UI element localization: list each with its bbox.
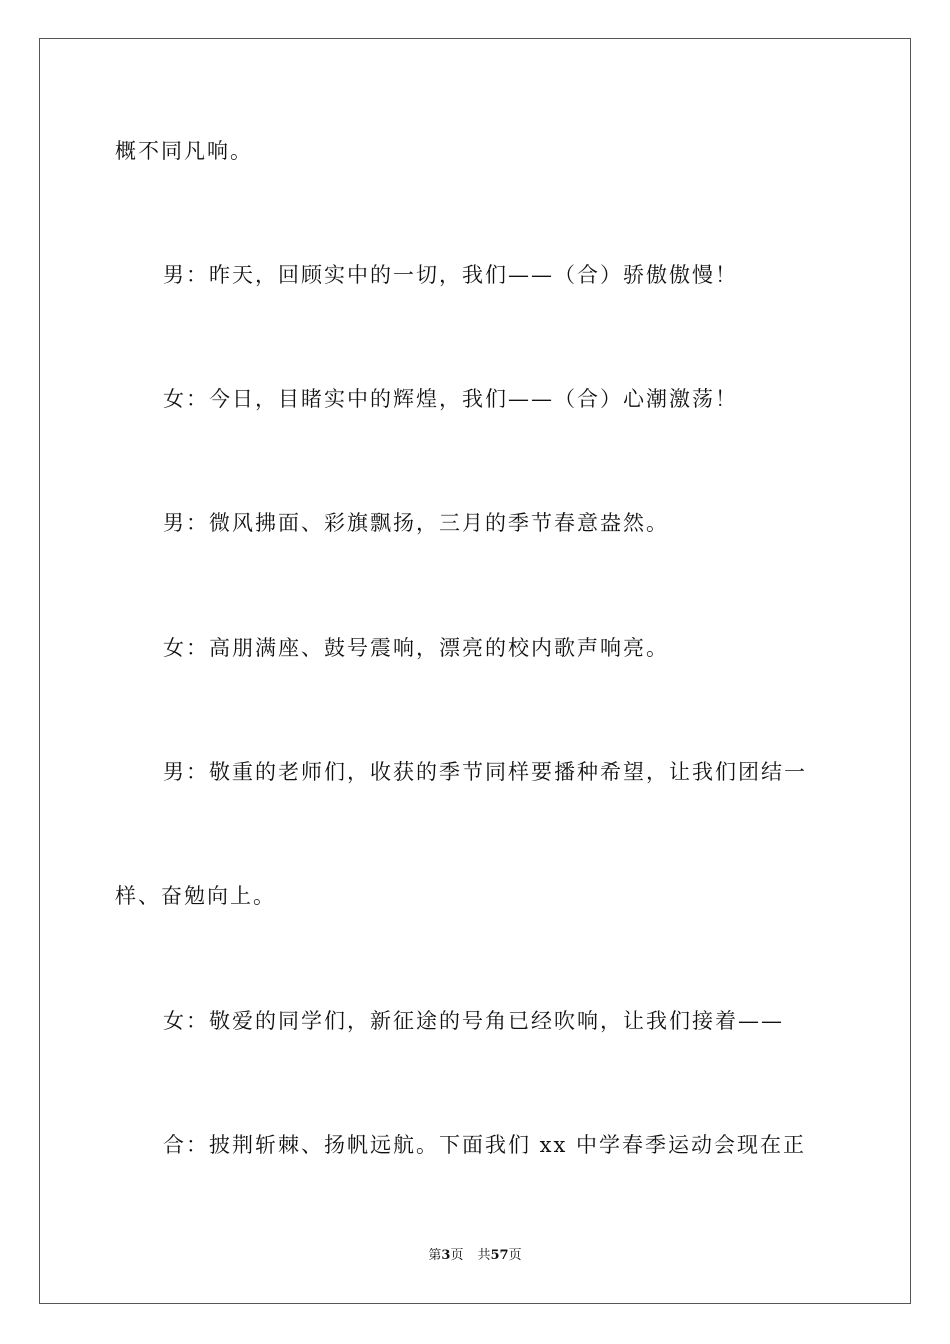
page-suffix: 页 xyxy=(450,1248,464,1263)
text-line-7: 样、奋勉向上。 xyxy=(115,884,276,908)
text-line-1: 概不同凡响。 xyxy=(115,139,253,163)
text-line-3: 女：今日，目睹实中的辉煌，我们——（合）心潮激荡！ xyxy=(163,387,738,411)
total-prefix: 共 xyxy=(477,1248,491,1263)
page-footer xyxy=(0,1247,950,1265)
text-line-5: 女：高朋满座、鼓号震响，漂亮的校内歌声响亮。 xyxy=(163,636,669,660)
page-number: 3 xyxy=(441,1248,451,1263)
total-suffix: 页 xyxy=(508,1248,522,1263)
text-line-4: 男：微风拂面、彩旗飘扬，三月的季节春意盎然。 xyxy=(163,511,669,535)
text-line-9: 合：披荆斩棘、扬帆远航。下面我们 xx 中学春季运动会现在正 xyxy=(163,1133,807,1157)
text-line-2: 男：昨天，回顾实中的一切，我们——（合）骄傲傲慢！ xyxy=(163,263,738,287)
page-prefix: 第 xyxy=(428,1248,442,1263)
page-border xyxy=(39,38,911,1304)
total-pages: 57 xyxy=(490,1248,509,1263)
text-line-6: 男：敬重的老师们，收获的季节同样要播种希望，让我们团结一 xyxy=(163,760,807,784)
text-line-8: 女：敬爱的同学们，新征途的号角已经吹响，让我们接着—— xyxy=(163,1009,784,1033)
